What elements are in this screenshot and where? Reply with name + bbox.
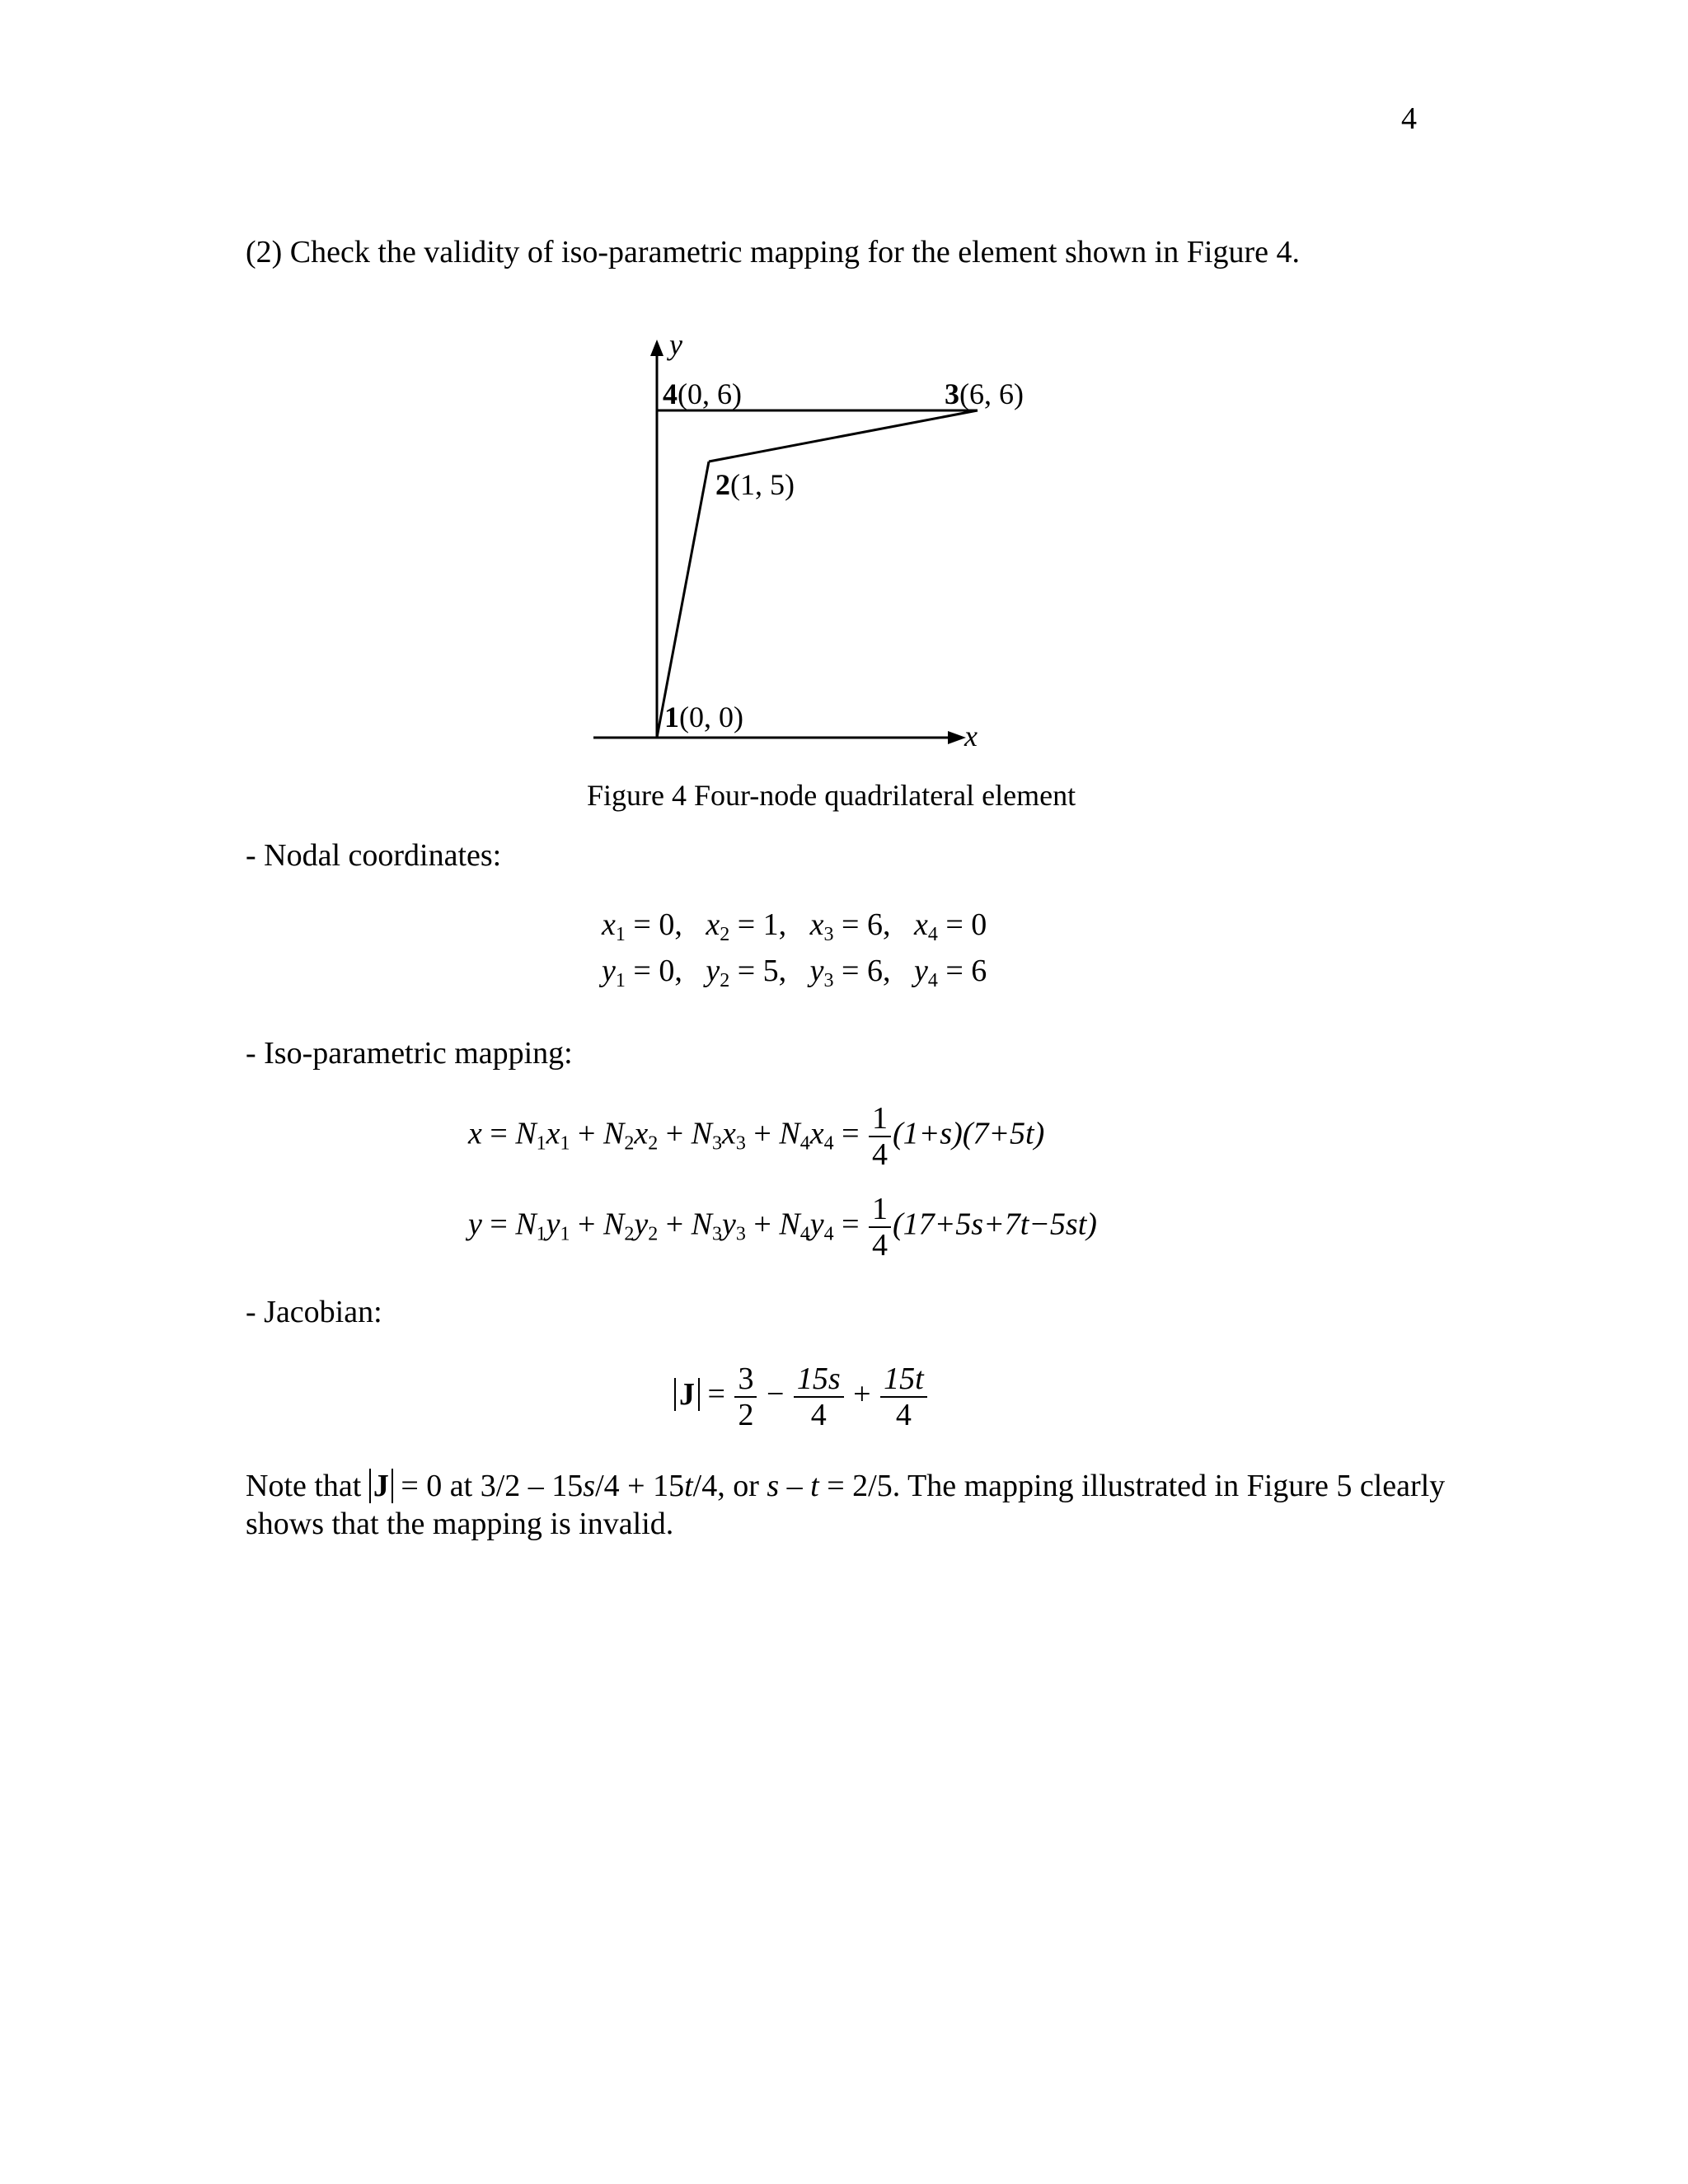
page-number: 4 <box>1401 101 1417 136</box>
jacobian-term-3: $\frac{15t}{4}$ <box>880 1361 927 1432</box>
fraction-quarter: $\frac{1}{4}$ <box>869 1192 891 1263</box>
jacobian-term-2: $\frac{15s}{4}$ <box>794 1361 844 1432</box>
jacobian-term-1: $\frac{3}{2}$ <box>734 1361 757 1432</box>
node-2-label: 2(1, 5) <box>715 468 795 501</box>
mapping-x-factor: (1+s)(7+5t) <box>893 1116 1045 1151</box>
jacobian-determinant: J <box>674 1378 700 1411</box>
section-heading-nodal: - Nodal coordinates: <box>246 838 502 873</box>
x-axis-arrow <box>948 731 966 744</box>
mapping-y-equation: $y = N_1y_1 + N_2y_2 + N_3y_3 + N_4y_4$ = $\frac{1}{4}$ (17+5s+7t−5st) <box>468 1192 1097 1263</box>
figure-4 <box>593 330 1104 758</box>
y-axis-label: y <box>669 330 682 361</box>
question-text: (2) Check the validity of iso-parametric mapping for the element shown in Figure 4. <box>246 235 1300 269</box>
figure-caption: Figure 4 Four-node quadrilateral element <box>587 779 1076 812</box>
quad-element-diagram <box>593 330 1104 758</box>
mapping-x-equation: $x = N_1x_1 + N_2x_2 + N_3x_3 + N_4x_4$ = $\frac{1}{4}$ (1+s)(7+5t) <box>468 1101 1045 1172</box>
fraction-quarter: $\frac{1}{4}$ <box>869 1101 891 1172</box>
edge-2-3 <box>709 410 978 462</box>
nodal-y-equations: $y_1 = 0$, $y_2 = 5$, $y_3 = 6$, $y_4 = 6$ <box>602 954 987 991</box>
node-4-label: 4(0, 6) <box>663 377 742 410</box>
nodal-x-equations: $x_1 = 0$, $x_2 = 1$, $x_3 = 6$, $x_4 = 0$ <box>602 907 987 945</box>
y-axis-arrow <box>650 340 663 356</box>
section-heading-jacobian: - Jacobian: <box>246 1295 382 1329</box>
mapping-y-factor: (17+5s+7t−5st) <box>893 1207 1097 1242</box>
x-axis-label: x <box>964 719 978 752</box>
section-heading-iso: - Iso-parametric mapping: <box>246 1036 573 1071</box>
node-1-label: 1(0, 0) <box>664 701 743 733</box>
node-3-label: 3(6, 6) <box>945 377 1024 410</box>
edge-1-2 <box>657 462 709 738</box>
note-paragraph: Note that J = 0 at 3/2 – 15s/4 + 15t/4, or s – t = 2/5. The mapping illustrated in Figure 5 clearly shows that the mapping is invalid. <box>246 1469 1446 1541</box>
jacobian-equation: J = $\frac{3}{2}$ − $\frac{15s}{4}$ + $\frac{15t}{4}$ <box>674 1361 929 1432</box>
